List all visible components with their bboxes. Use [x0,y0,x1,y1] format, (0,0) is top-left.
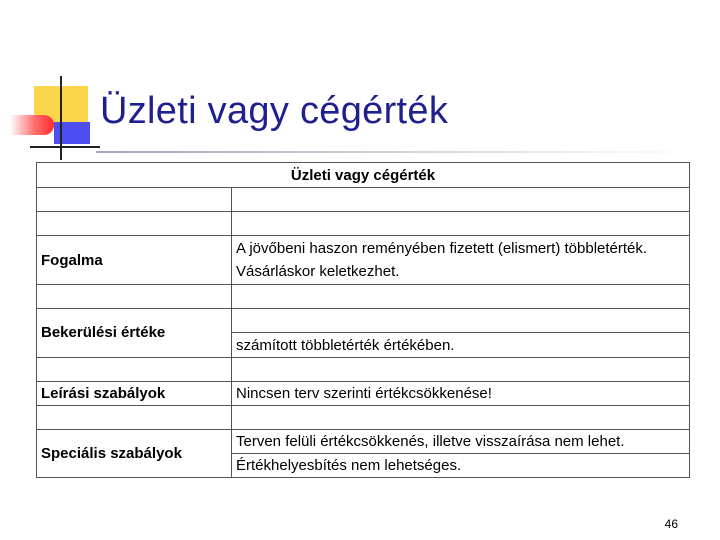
row-desc-fogalma [232,236,690,285]
slide-title: Üzleti vagy cégérték [100,90,449,132]
row-desc-leirasi: Nincsen terv szerinti értékcsökkenése! [232,381,690,405]
row-label-bekerulesi: Bekerülési értéke [37,309,232,357]
empty-row [37,357,690,381]
row-desc-bekerulesi: számított többletérték értékében. [232,333,690,357]
desc-line: Vásárláskor keletkezhet. [236,263,400,281]
row-desc-specialis-1: Terven felüli értékcsökkenés, illetve visszaírása nem lehet. [232,429,690,453]
row-desc-bekerulesi-blank [232,309,690,333]
row-label-leirasi: Leírási szabályok [37,381,232,405]
row-desc-specialis-2: Értékhelyesbítés nem lehetséges. [232,453,690,477]
logo-horizontal-line [30,146,100,148]
table-row [37,381,690,405]
page-number: 46 [664,517,678,531]
table-header-row [37,163,690,188]
table-header: Üzleti vagy cégérték [37,163,690,188]
logo-red-bar [10,115,54,135]
goodwill-table [36,162,690,478]
table-row [37,429,690,453]
empty-row [37,285,690,309]
empty-row [37,405,690,429]
row-label-specialis: Speciális szabályok [37,429,232,477]
desc-line: A jövőbeni haszon reményében fizetett (elismert) többletérték. [236,240,648,258]
empty-row [37,188,690,212]
row-label-fogalma: Fogalma [37,236,232,285]
table-row [37,309,690,333]
empty-row [37,212,690,236]
title-underline [96,151,696,153]
table-row [37,236,690,285]
